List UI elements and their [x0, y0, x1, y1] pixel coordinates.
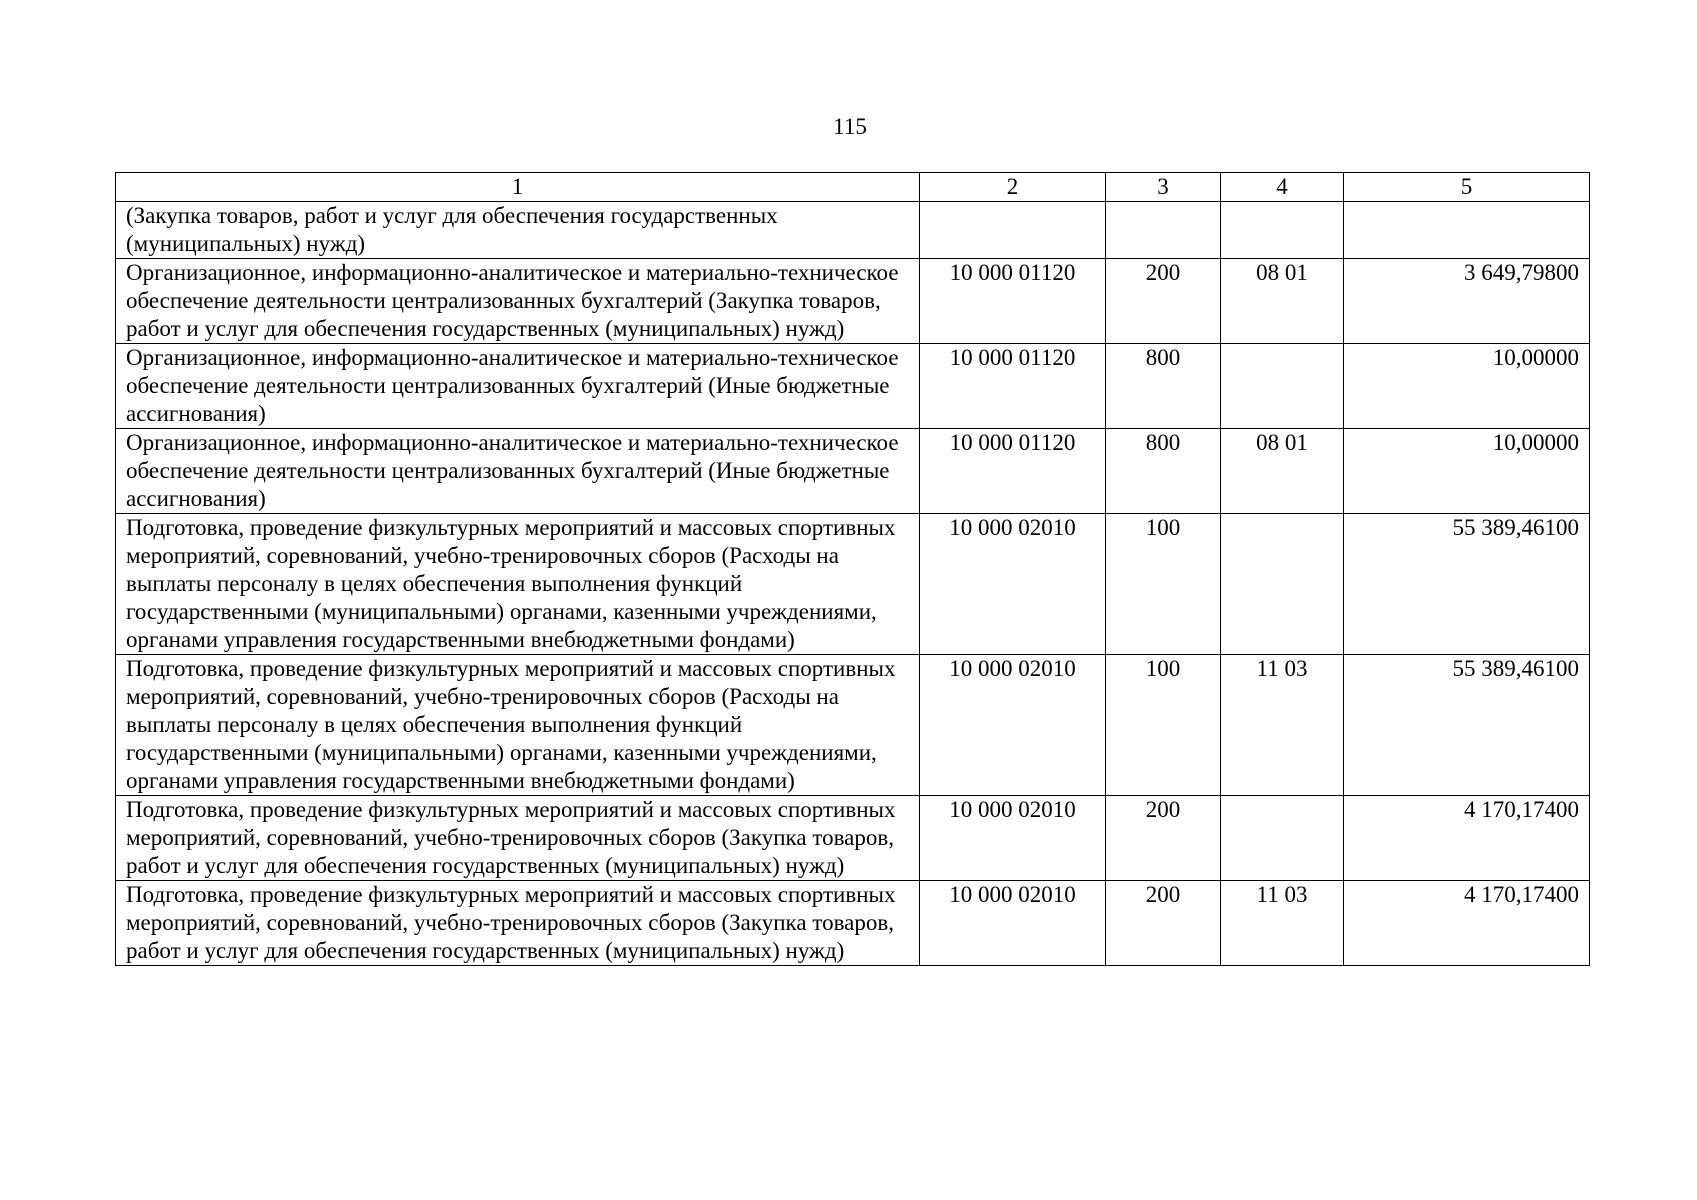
row-amount: 3 649,79800: [1344, 259, 1590, 344]
row-code: 10 000 01120: [920, 344, 1106, 429]
header-row: [116, 173, 1590, 202]
row-amount: 4 170,17400: [1344, 796, 1590, 881]
row-name: (Закупка товаров, работ и услуг для обеспечения государственных (муниципальных) нужд): [116, 202, 920, 259]
row-code: 10 000 01120: [920, 259, 1106, 344]
table-row: [116, 202, 1590, 259]
table-row: [116, 514, 1590, 655]
column-header-code: 2: [920, 173, 1106, 202]
table-row: [116, 429, 1590, 514]
row-expense-type: 100: [1106, 655, 1221, 796]
column-header-type: 3: [1106, 173, 1221, 202]
row-amount: 55 389,46100: [1344, 655, 1590, 796]
row-name: Организационное, информационно-аналитическое и материально-техническое обеспечение деятельности централизованных бухгалтерий (Иные бюджетные ассигнования): [116, 429, 920, 514]
table-row: [116, 796, 1590, 881]
row-code: 10 000 02010: [920, 514, 1106, 655]
row-name: Подготовка, проведение физкультурных мероприятий и массовых спортивных мероприятий, соревнований, учебно-тренировочных сборов (Закупка товаров, работ и услуг для обеспечения государственных (муниципальных) нужд): [116, 881, 920, 966]
page-number: 115: [833, 114, 867, 139]
column-header-name: 1: [116, 173, 920, 202]
row-expense-type: 100: [1106, 514, 1221, 655]
row-code: 10 000 02010: [920, 655, 1106, 796]
row-amount: 4 170,17400: [1344, 881, 1590, 966]
budget-table: [115, 172, 1590, 966]
column-header-section: 4: [1221, 173, 1344, 202]
row-amount: 10,00000: [1344, 344, 1590, 429]
table-row: [116, 259, 1590, 344]
row-expense-type: [1106, 202, 1221, 259]
row-name: Подготовка, проведение физкультурных мероприятий и массовых спортивных мероприятий, соревнований, учебно-тренировочных сборов (Закупка товаров, работ и услуг для обеспечения государственных (муниципальных) нужд): [116, 796, 920, 881]
row-code: 10 000 02010: [920, 881, 1106, 966]
row-expense-type: 200: [1106, 796, 1221, 881]
row-expense-type: 800: [1106, 344, 1221, 429]
row-name: Организационное, информационно-аналитическое и материально-техническое обеспечение деятельности централизованных бухгалтерий (Закупка товаров, работ и услуг для обеспечения государственных (муниципальных) нужд): [116, 259, 920, 344]
row-expense-type: 200: [1106, 881, 1221, 966]
row-section: 08 01: [1221, 259, 1344, 344]
row-amount: 55 389,46100: [1344, 514, 1590, 655]
row-amount: 10,00000: [1344, 429, 1590, 514]
row-section: [1221, 202, 1344, 259]
row-section: [1221, 344, 1344, 429]
row-section: [1221, 796, 1344, 881]
row-section: 08 01: [1221, 429, 1344, 514]
table-row: [116, 655, 1590, 796]
row-section: [1221, 514, 1344, 655]
column-header-amount: 5: [1344, 173, 1590, 202]
row-code: 10 000 02010: [920, 796, 1106, 881]
row-expense-type: 800: [1106, 429, 1221, 514]
table-row: [116, 881, 1590, 966]
row-code: 10 000 01120: [920, 429, 1106, 514]
row-amount: [1344, 202, 1590, 259]
table-row: [116, 344, 1590, 429]
row-section: 11 03: [1221, 881, 1344, 966]
row-name: Подготовка, проведение физкультурных мероприятий и массовых спортивных мероприятий, соревнований, учебно-тренировочных сборов (Расходы на выплаты персоналу в целях обеспечения выполнения функций государственными (муниципальными) органами, казенными учреждениями, органами управления государственными внебюджетными фондами): [116, 514, 920, 655]
row-section: 11 03: [1221, 655, 1344, 796]
row-expense-type: 200: [1106, 259, 1221, 344]
row-code: [920, 202, 1106, 259]
row-name: Организационное, информационно-аналитическое и материально-техническое обеспечение деятельности централизованных бухгалтерий (Иные бюджетные ассигнования): [116, 344, 920, 429]
row-name: Подготовка, проведение физкультурных мероприятий и массовых спортивных мероприятий, соревнований, учебно-тренировочных сборов (Расходы на выплаты персоналу в целях обеспечения выполнения функций государственными (муниципальными) органами, казенными учреждениями, органами управления государственными внебюджетными фондами): [116, 655, 920, 796]
